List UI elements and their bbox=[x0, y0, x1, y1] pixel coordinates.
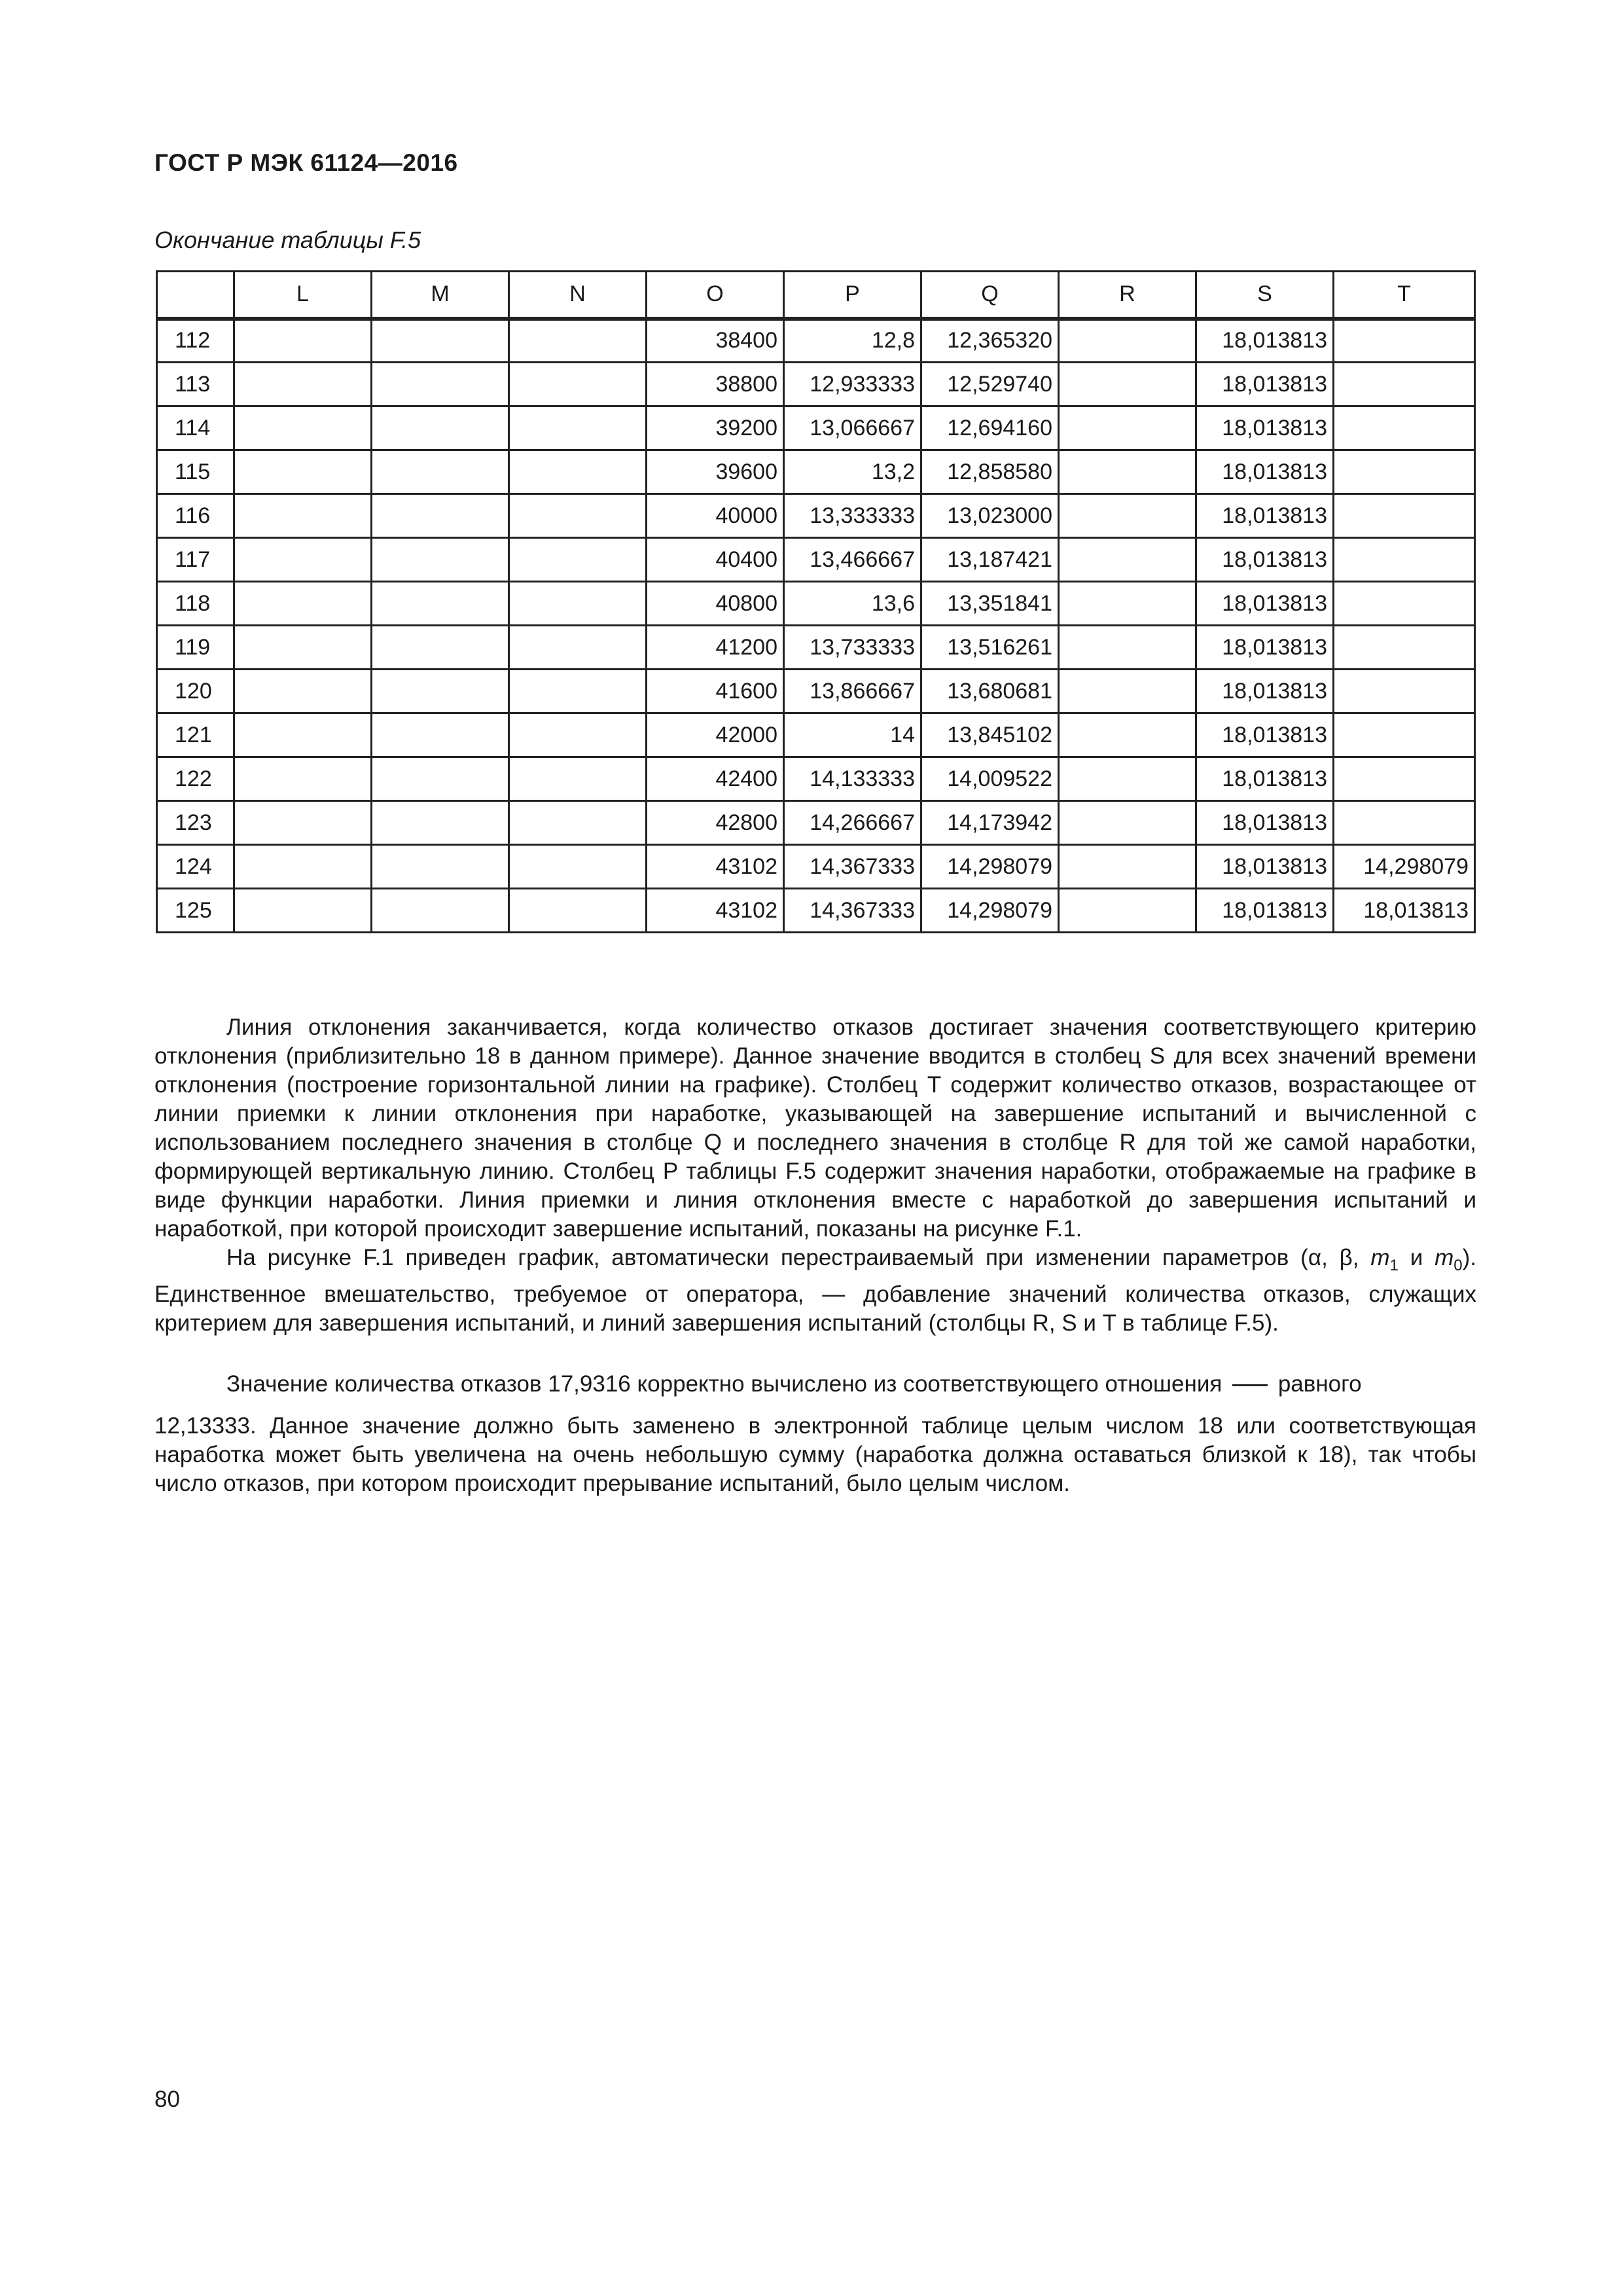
table-cell bbox=[1059, 757, 1196, 801]
table-cell: 38800 bbox=[647, 363, 784, 406]
table-cell bbox=[234, 626, 372, 670]
table-cell: 18,013813 bbox=[1196, 319, 1334, 363]
table-cell bbox=[1334, 801, 1475, 845]
table-cell bbox=[509, 319, 647, 363]
table-cell: 13,023000 bbox=[921, 494, 1059, 538]
body-text-block-2 bbox=[154, 1370, 1476, 1498]
table-cell bbox=[372, 626, 509, 670]
table-cell bbox=[1059, 494, 1196, 538]
table-row bbox=[157, 889, 1475, 933]
table-row bbox=[157, 757, 1475, 801]
conjunction: и bbox=[1398, 1245, 1435, 1270]
row-index-cell: 119 bbox=[157, 626, 234, 670]
column-header: T bbox=[1334, 272, 1475, 319]
table-cell: 18,013813 bbox=[1196, 845, 1334, 889]
table-cell bbox=[509, 406, 647, 450]
table-cell bbox=[234, 319, 372, 363]
table-cell bbox=[509, 450, 647, 494]
paragraph-2 bbox=[154, 1244, 1476, 1338]
m0-subscript: 0 bbox=[1454, 1257, 1463, 1274]
table-cell bbox=[1059, 713, 1196, 757]
page-number: 80 bbox=[154, 2087, 180, 2112]
table-cell bbox=[372, 757, 509, 801]
table-cell bbox=[372, 363, 509, 406]
paragraph-3-start: Значение количества отказов 17,9316 корректно вычислено из соответствующего отношения bbox=[226, 1371, 1222, 1397]
table-cell: 12,365320 bbox=[921, 319, 1059, 363]
table-cell bbox=[1059, 319, 1196, 363]
table-cell: 40400 bbox=[647, 538, 784, 582]
row-index-cell: 114 bbox=[157, 406, 234, 450]
m0-symbol: m bbox=[1435, 1245, 1454, 1270]
table-row bbox=[157, 670, 1475, 713]
table-cell: 14,266667 bbox=[784, 801, 921, 845]
table-row bbox=[157, 801, 1475, 845]
paragraph-1: Линия отклонения заканчивается, когда количество отказов достигает значения соответствующего критерию отклонения (приблизительно 18 в данном примере). Данное значение вводится в столбец S для всех значений времени отклонения (построение горизонтальной линии на графике). Столбец T содержит количество отказов, возрастающее от линии приемки к линии отклонения при наработке, указывающей на завершение испытаний и вычисленной с использованием последнего значения в столбце Q и последнего значения в столбце R для той же самой наработки, формирующей вертикальную линию. Столбец P таблицы F.5 содержит значения наработки, отображаемые на графике в виде функции наработки. Линия приемки и линия отклонения вместе с наработкой до завершения испытаний и наработкой, при которой происходит завершение испытаний, показаны на рисунке F.1. bbox=[154, 1014, 1476, 1242]
table-cell: 14,173942 bbox=[921, 801, 1059, 845]
table-cell: 13,187421 bbox=[921, 538, 1059, 582]
table-cell: 14,367333 bbox=[784, 889, 921, 933]
column-header: L bbox=[234, 272, 372, 319]
column-header bbox=[157, 272, 234, 319]
table-cell: 14,298079 bbox=[921, 845, 1059, 889]
table-cell: 12,694160 bbox=[921, 406, 1059, 450]
column-header: M bbox=[372, 272, 509, 319]
table-cell: 12,858580 bbox=[921, 450, 1059, 494]
row-index-cell: 125 bbox=[157, 889, 234, 933]
table-cell bbox=[509, 801, 647, 845]
table-row bbox=[157, 363, 1475, 406]
table-cell bbox=[509, 889, 647, 933]
table-cell: 13,845102 bbox=[921, 713, 1059, 757]
beta-symbol: β bbox=[1339, 1245, 1353, 1270]
row-index-cell: 116 bbox=[157, 494, 234, 538]
table-cell bbox=[234, 450, 372, 494]
m1-subscript: 1 bbox=[1389, 1257, 1399, 1274]
table-cell: 43102 bbox=[647, 845, 784, 889]
table-cell: 13,680681 bbox=[921, 670, 1059, 713]
row-index-cell: 120 bbox=[157, 670, 234, 713]
table-cell: 42800 bbox=[647, 801, 784, 845]
table-cell bbox=[509, 626, 647, 670]
separator: , bbox=[1321, 1245, 1340, 1270]
column-header: O bbox=[647, 272, 784, 319]
table-cell bbox=[1334, 538, 1475, 582]
table-cell bbox=[234, 670, 372, 713]
table-cell bbox=[1059, 670, 1196, 713]
table-cell bbox=[1059, 363, 1196, 406]
column-header: P bbox=[784, 272, 921, 319]
table-cell: 41600 bbox=[647, 670, 784, 713]
table-cell: 18,013813 bbox=[1196, 538, 1334, 582]
document-title: ГОСТ Р МЭК 61124—2016 bbox=[154, 149, 458, 176]
paragraph-3-tail: 12,13333. Данное значение должно быть заменено в электронной таблице целым числом 18 или соответствующая наработка может быть увеличена на очень небольшую сумму (наработка должна оставаться близкой к 18), так чтобы число отказов, при котором происходит прерывание испытаний, было целым числом. bbox=[154, 1413, 1476, 1496]
table-cell bbox=[1059, 538, 1196, 582]
table-cell bbox=[1334, 713, 1475, 757]
table-row bbox=[157, 582, 1475, 626]
table-row bbox=[157, 713, 1475, 757]
table-cell: 14,133333 bbox=[784, 757, 921, 801]
m1-symbol: m bbox=[1370, 1245, 1390, 1270]
table-cell bbox=[372, 670, 509, 713]
table-cell: 13,866667 bbox=[784, 670, 921, 713]
table-cell bbox=[372, 713, 509, 757]
table-cell bbox=[509, 363, 647, 406]
table-cell bbox=[372, 889, 509, 933]
table-cell bbox=[234, 889, 372, 933]
table-cell: 18,013813 bbox=[1196, 450, 1334, 494]
column-header: N bbox=[509, 272, 647, 319]
column-header: Q bbox=[921, 272, 1059, 319]
table-cell: 13,466667 bbox=[784, 538, 921, 582]
table-cell bbox=[1059, 406, 1196, 450]
table-cell bbox=[1334, 626, 1475, 670]
table-cell: 12,8 bbox=[784, 319, 921, 363]
table-cell: 39600 bbox=[647, 450, 784, 494]
table-cell bbox=[372, 582, 509, 626]
row-index-cell: 115 bbox=[157, 450, 234, 494]
table-cell bbox=[509, 538, 647, 582]
table-cell: 14,009522 bbox=[921, 757, 1059, 801]
table-cell: 18,013813 bbox=[1196, 801, 1334, 845]
table-cell: 18,013813 bbox=[1196, 757, 1334, 801]
table-row bbox=[157, 626, 1475, 670]
table-row bbox=[157, 845, 1475, 889]
table-cell bbox=[1059, 845, 1196, 889]
alpha-symbol: α bbox=[1308, 1245, 1322, 1270]
table-body bbox=[157, 319, 1475, 933]
row-index-cell: 113 bbox=[157, 363, 234, 406]
table-cell bbox=[234, 406, 372, 450]
table-cell bbox=[1334, 319, 1475, 363]
table-cell: 18,013813 bbox=[1196, 406, 1334, 450]
table-cell: 13,066667 bbox=[784, 406, 921, 450]
table-cell bbox=[1059, 582, 1196, 626]
table-cell: 38400 bbox=[647, 319, 784, 363]
table-row bbox=[157, 538, 1475, 582]
column-header: R bbox=[1059, 272, 1196, 319]
table-cell: 40000 bbox=[647, 494, 784, 538]
table-cell: 40800 bbox=[647, 582, 784, 626]
table-cell: 18,013813 bbox=[1196, 582, 1334, 626]
row-index-cell: 121 bbox=[157, 713, 234, 757]
table-cell bbox=[1059, 450, 1196, 494]
table-header-row bbox=[157, 272, 1475, 319]
table-cell bbox=[234, 845, 372, 889]
table-cell bbox=[372, 494, 509, 538]
table-cell bbox=[509, 845, 647, 889]
table-cell bbox=[1059, 626, 1196, 670]
paragraph-3-after-blank: равного bbox=[1277, 1371, 1362, 1397]
paragraph-2-end: ). Единственное вмешательство, требуемое от оператора, — добавление значений количества отказов, служащих критерием для завершения испытаний, и линий завершения испытаний (столбцы R, S и T в таблице F.5). bbox=[154, 1245, 1477, 1336]
table-cell: 18,013813 bbox=[1196, 713, 1334, 757]
table-cell: 18,013813 bbox=[1196, 626, 1334, 670]
table-cell bbox=[1334, 363, 1475, 406]
table-cell: 18,013813 bbox=[1196, 494, 1334, 538]
body-text-block bbox=[154, 1013, 1476, 1338]
data-table bbox=[156, 270, 1476, 933]
table-cell bbox=[372, 538, 509, 582]
table-cell bbox=[1334, 670, 1475, 713]
table-cell: 14 bbox=[784, 713, 921, 757]
table-cell: 14,298079 bbox=[921, 889, 1059, 933]
row-index-cell: 118 bbox=[157, 582, 234, 626]
table-cell bbox=[1334, 494, 1475, 538]
table-cell bbox=[372, 406, 509, 450]
table-cell: 14,298079 bbox=[1334, 845, 1475, 889]
separator: , bbox=[1352, 1245, 1371, 1270]
column-header: S bbox=[1196, 272, 1334, 319]
table-cell: 43102 bbox=[647, 889, 784, 933]
table-cell bbox=[1334, 450, 1475, 494]
table-cell: 39200 bbox=[647, 406, 784, 450]
table-cell bbox=[1334, 582, 1475, 626]
table-caption: Окончание таблицы F.5 bbox=[154, 226, 421, 253]
table-cell: 14,367333 bbox=[784, 845, 921, 889]
table-cell: 12,529740 bbox=[921, 363, 1059, 406]
table-cell: 13,733333 bbox=[784, 626, 921, 670]
row-index-cell: 117 bbox=[157, 538, 234, 582]
table-cell bbox=[1059, 801, 1196, 845]
table-cell bbox=[234, 757, 372, 801]
table-cell bbox=[372, 450, 509, 494]
table-cell bbox=[372, 845, 509, 889]
table-cell bbox=[234, 713, 372, 757]
table-row bbox=[157, 319, 1475, 363]
row-index-cell: 112 bbox=[157, 319, 234, 363]
table-cell bbox=[509, 713, 647, 757]
formula-placeholder bbox=[1232, 1384, 1268, 1386]
table-row bbox=[157, 494, 1475, 538]
paragraph-2-start: На рисунке F.1 приведен график, автоматически перестраиваемый при изменении параметров ( bbox=[226, 1245, 1308, 1270]
table-cell: 18,013813 bbox=[1196, 363, 1334, 406]
table-cell bbox=[509, 670, 647, 713]
table-cell bbox=[509, 494, 647, 538]
table-cell bbox=[372, 319, 509, 363]
table-cell: 18,013813 bbox=[1196, 889, 1334, 933]
table-cell: 13,333333 bbox=[784, 494, 921, 538]
table-cell bbox=[1334, 757, 1475, 801]
table-cell bbox=[234, 582, 372, 626]
table-cell: 42000 bbox=[647, 713, 784, 757]
table-cell bbox=[234, 363, 372, 406]
table-cell: 12,933333 bbox=[784, 363, 921, 406]
table-row bbox=[157, 450, 1475, 494]
table-cell bbox=[509, 582, 647, 626]
table-row bbox=[157, 406, 1475, 450]
table-cell bbox=[1334, 406, 1475, 450]
table-cell: 18,013813 bbox=[1334, 889, 1475, 933]
paragraph-3 bbox=[154, 1370, 1476, 1399]
table-cell bbox=[234, 538, 372, 582]
table-cell: 13,516261 bbox=[921, 626, 1059, 670]
row-index-cell: 122 bbox=[157, 757, 234, 801]
table-cell bbox=[234, 801, 372, 845]
table-cell bbox=[509, 757, 647, 801]
table-cell bbox=[1059, 889, 1196, 933]
table-cell bbox=[372, 801, 509, 845]
table-cell bbox=[234, 494, 372, 538]
row-index-cell: 124 bbox=[157, 845, 234, 889]
table-cell: 13,351841 bbox=[921, 582, 1059, 626]
table-cell: 13,6 bbox=[784, 582, 921, 626]
table-cell: 13,2 bbox=[784, 450, 921, 494]
table-cell: 41200 bbox=[647, 626, 784, 670]
table-cell: 42400 bbox=[647, 757, 784, 801]
table-cell: 18,013813 bbox=[1196, 670, 1334, 713]
row-index-cell: 123 bbox=[157, 801, 234, 845]
